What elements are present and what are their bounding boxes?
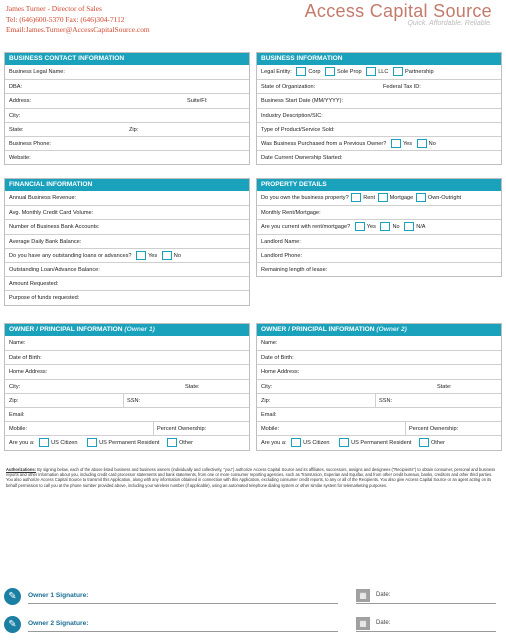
owner2-date-line[interactable] <box>356 631 496 632</box>
owner2-us-citizen-checkbox[interactable] <box>291 438 301 447</box>
authorization-body: By signing below, each of the above listed business and business owners (individually and collectively, "you") authorize Access Capital Source and its affiliates, successors, assigns and designees ("Recipients") to obtain consumer, personal and business reports and other information about you, including credit card processor statements and bank statements, from one or more consumer reporting agencies, such as TransUnion, Experian and Equifax, and from other credit bureaus, banks, creditors and other third parties. You also authorize Access Capital Source to transmit this Application, along with any information obtained in connection with this Application, excluding consumer credit reports, to any or all of the Recipients. You also give Access Capital Source or an agent acting on its behalf permission to call you at the phone number provided above, including your wireless number (if applicable), using an automated telephone dialing system or other similar system for telemarketing purposes. <box>6 467 496 488</box>
owner1-dob-field[interactable]: Date of Birth: <box>5 350 249 364</box>
state-of-organization-field[interactable]: State of Organization: Federal Tax ID: <box>257 79 501 93</box>
section-header: BUSINESS CONTACT INFORMATION <box>5 53 249 65</box>
website-field[interactable]: Website: <box>5 150 249 164</box>
bank-balance-field[interactable]: Average Daily Bank Balance: <box>5 234 249 248</box>
calendar-icon: ▦ <box>356 589 370 602</box>
owner2-ownership-field[interactable]: Percent Ownership: <box>409 426 459 433</box>
section-subtitle: (Owner 1) <box>124 326 155 333</box>
state-field[interactable]: State: Zip: <box>5 122 249 136</box>
landlord-name-field[interactable]: Landlord Name: <box>257 234 501 248</box>
owner1-signature-line[interactable] <box>28 603 338 604</box>
own-outright-checkbox[interactable] <box>416 193 426 202</box>
owner1-date-label: Date: <box>376 592 391 598</box>
owner2-name-field[interactable]: Name: <box>261 340 278 346</box>
city-field[interactable]: City: <box>5 108 249 122</box>
mortgage-checkbox[interactable] <box>378 193 388 202</box>
owner2-zip-field[interactable]: Zip: SSN: <box>257 393 501 407</box>
sole-prop-checkbox[interactable] <box>325 67 335 76</box>
purchased-no-checkbox[interactable] <box>417 139 427 148</box>
section-header: OWNER / PRINCIPAL INFORMATION (Owner 2) <box>257 324 501 336</box>
legal-name-field[interactable]: Business Legal Name: <box>9 69 65 75</box>
brand-name: Access Capital Source <box>304 1 492 21</box>
calendar-icon: ▦ <box>356 617 370 630</box>
address-field[interactable]: Address: Suite/Fl: <box>5 93 249 107</box>
cc-volume-field[interactable]: Avg. Monthly Credit Card Volume: <box>5 205 249 219</box>
ownership-started-field[interactable]: Date Current Ownership Started: <box>257 150 501 164</box>
owner1-other-checkbox[interactable] <box>167 438 177 447</box>
landlord-phone-field[interactable]: Landlord Phone: <box>257 248 501 262</box>
suite-field[interactable]: Suite/Fl: <box>187 98 208 105</box>
authorization-text <box>6 467 496 488</box>
llc-checkbox[interactable] <box>366 67 376 76</box>
owner1-name-field[interactable]: Name: <box>9 340 26 346</box>
business-phone-field[interactable]: Business Phone: <box>5 136 249 150</box>
outstanding-loans-row: Do you have any outstanding loans or advances? Yes No <box>5 248 249 262</box>
purchased-from-owner-row: Was Business Purchased from a Previous Owner? Yes No <box>257 136 501 150</box>
contact-line-email: Email:James.Turner@AccessCapitalSource.com <box>6 25 150 34</box>
property-details-section <box>256 178 502 277</box>
owner2-signature-label: Owner 2 Signature: <box>28 620 89 627</box>
legal-entity-row: Legal Entity: Corp Sole Prop LLC Partnership <box>261 69 434 75</box>
contact-line-phone: Tel: (646)600-5370 Fax: (646)304-7112 <box>6 14 125 24</box>
owner1-signature-label: Owner 1 Signature: <box>28 592 89 599</box>
section-header: PROPERTY DETAILS <box>257 179 501 191</box>
corp-checkbox[interactable] <box>296 67 306 76</box>
current-yes-checkbox[interactable] <box>355 222 365 231</box>
owner2-other-checkbox[interactable] <box>419 438 429 447</box>
owner1-date-line[interactable] <box>356 603 496 604</box>
owner2-residency-row: Are you a: US Citizen US Permanent Resident Other <box>257 435 501 449</box>
owner1-ownership-field[interactable]: Percent Ownership: <box>157 426 207 433</box>
annual-revenue-field[interactable]: Annual Business Revenue: <box>9 195 77 201</box>
owner2-signature-line[interactable] <box>28 631 338 632</box>
owner2-ssn-field[interactable]: SSN: <box>379 397 393 404</box>
lease-remaining-field[interactable]: Remaining length of lease: <box>257 262 501 276</box>
contact-info <box>6 4 150 36</box>
section-header: BUSINESS INFORMATION <box>257 53 501 65</box>
owner1-residency-row: Are you a: US Citizen US Permanent Resident Other <box>5 435 249 449</box>
owner2-date-label: Date: <box>376 620 391 626</box>
outstanding-yes-checkbox[interactable] <box>136 251 146 260</box>
contact-line-name: James Turner - Director of Sales <box>6 4 102 13</box>
purpose-of-funds-field[interactable]: Purpose of funds requested: <box>5 290 249 304</box>
owner1-ssn-field[interactable]: SSN: <box>127 397 141 404</box>
purchased-yes-checkbox[interactable] <box>391 139 401 148</box>
owner1-zip-field[interactable]: Zip: SSN: <box>5 393 249 407</box>
owner1-state-field[interactable]: State: <box>185 383 200 390</box>
current-na-checkbox[interactable] <box>404 222 414 231</box>
owner2-dob-field[interactable]: Date of Birth: <box>257 350 501 364</box>
section-subtitle: (Owner 2) <box>376 326 407 333</box>
pen-icon: ✎ <box>4 616 21 633</box>
current-rent-row: Are you current with rent/mortgage? Yes No N/A <box>257 219 501 233</box>
owner2-home-address-field[interactable]: Home Address: <box>257 364 501 378</box>
partnership-checkbox[interactable] <box>393 67 403 76</box>
outstanding-no-checkbox[interactable] <box>162 251 172 260</box>
authorization-label: Authorizations: <box>6 467 37 472</box>
own-property-row: Do you own the business property? Rent Mortgage Own-Outright <box>261 195 462 201</box>
brand-logo <box>305 1 492 27</box>
business-start-date-field[interactable]: Business Start Date (MM/YYYY): <box>257 93 501 107</box>
owner2-section <box>256 323 502 451</box>
current-no-checkbox[interactable] <box>380 222 390 231</box>
owner1-email-field[interactable]: Email: <box>5 407 249 421</box>
owner2-signature-row <box>4 616 500 634</box>
financial-info-section <box>4 178 250 306</box>
bank-accounts-field[interactable]: Number of Business Bank Accounts: <box>5 219 249 233</box>
owner2-email-field[interactable]: Email: <box>257 407 501 421</box>
owner2-us-resident-checkbox[interactable] <box>339 438 349 447</box>
owner2-city-field[interactable]: City: State: <box>257 379 501 393</box>
monthly-rent-field[interactable]: Monthly Rent/Mortgage: <box>257 205 501 219</box>
owner1-us-resident-checkbox[interactable] <box>87 438 97 447</box>
zip-field[interactable]: Zip: <box>129 126 139 133</box>
business-contact-section <box>4 52 250 165</box>
section-header: FINANCIAL INFORMATION <box>5 179 249 191</box>
business-info-section <box>256 52 502 165</box>
owner1-home-address-field[interactable]: Home Address: <box>5 364 249 378</box>
outstanding-balance-field[interactable]: Outstanding Loan/Advance Balance: <box>5 262 249 276</box>
section-header: OWNER / PRINCIPAL INFORMATION (Owner 1) <box>5 324 249 336</box>
product-service-field[interactable]: Type of Product/Service Sold: <box>257 122 501 136</box>
owner1-us-citizen-checkbox[interactable] <box>39 438 49 447</box>
industry-description-field[interactable]: Industry Description/SIC: <box>257 108 501 122</box>
federal-tax-id-field[interactable]: Federal Tax ID: <box>383 84 421 91</box>
dba-field[interactable]: DBA: <box>5 79 249 93</box>
owner1-section <box>4 323 250 451</box>
owner1-mobile-field[interactable]: Mobile: Percent Ownership: <box>5 421 249 435</box>
amount-requested-field[interactable]: Amount Requested: <box>5 276 249 290</box>
owner2-mobile-field[interactable]: Mobile: Percent Ownership: <box>257 421 501 435</box>
rent-checkbox[interactable] <box>351 193 361 202</box>
owner1-city-field[interactable]: City: State: <box>5 379 249 393</box>
pen-icon: ✎ <box>4 588 21 605</box>
owner1-signature-row <box>4 588 500 606</box>
brand-tagline: Quick. Affordable. Reliable. <box>407 20 492 27</box>
owner2-state-field[interactable]: State: <box>437 383 452 390</box>
